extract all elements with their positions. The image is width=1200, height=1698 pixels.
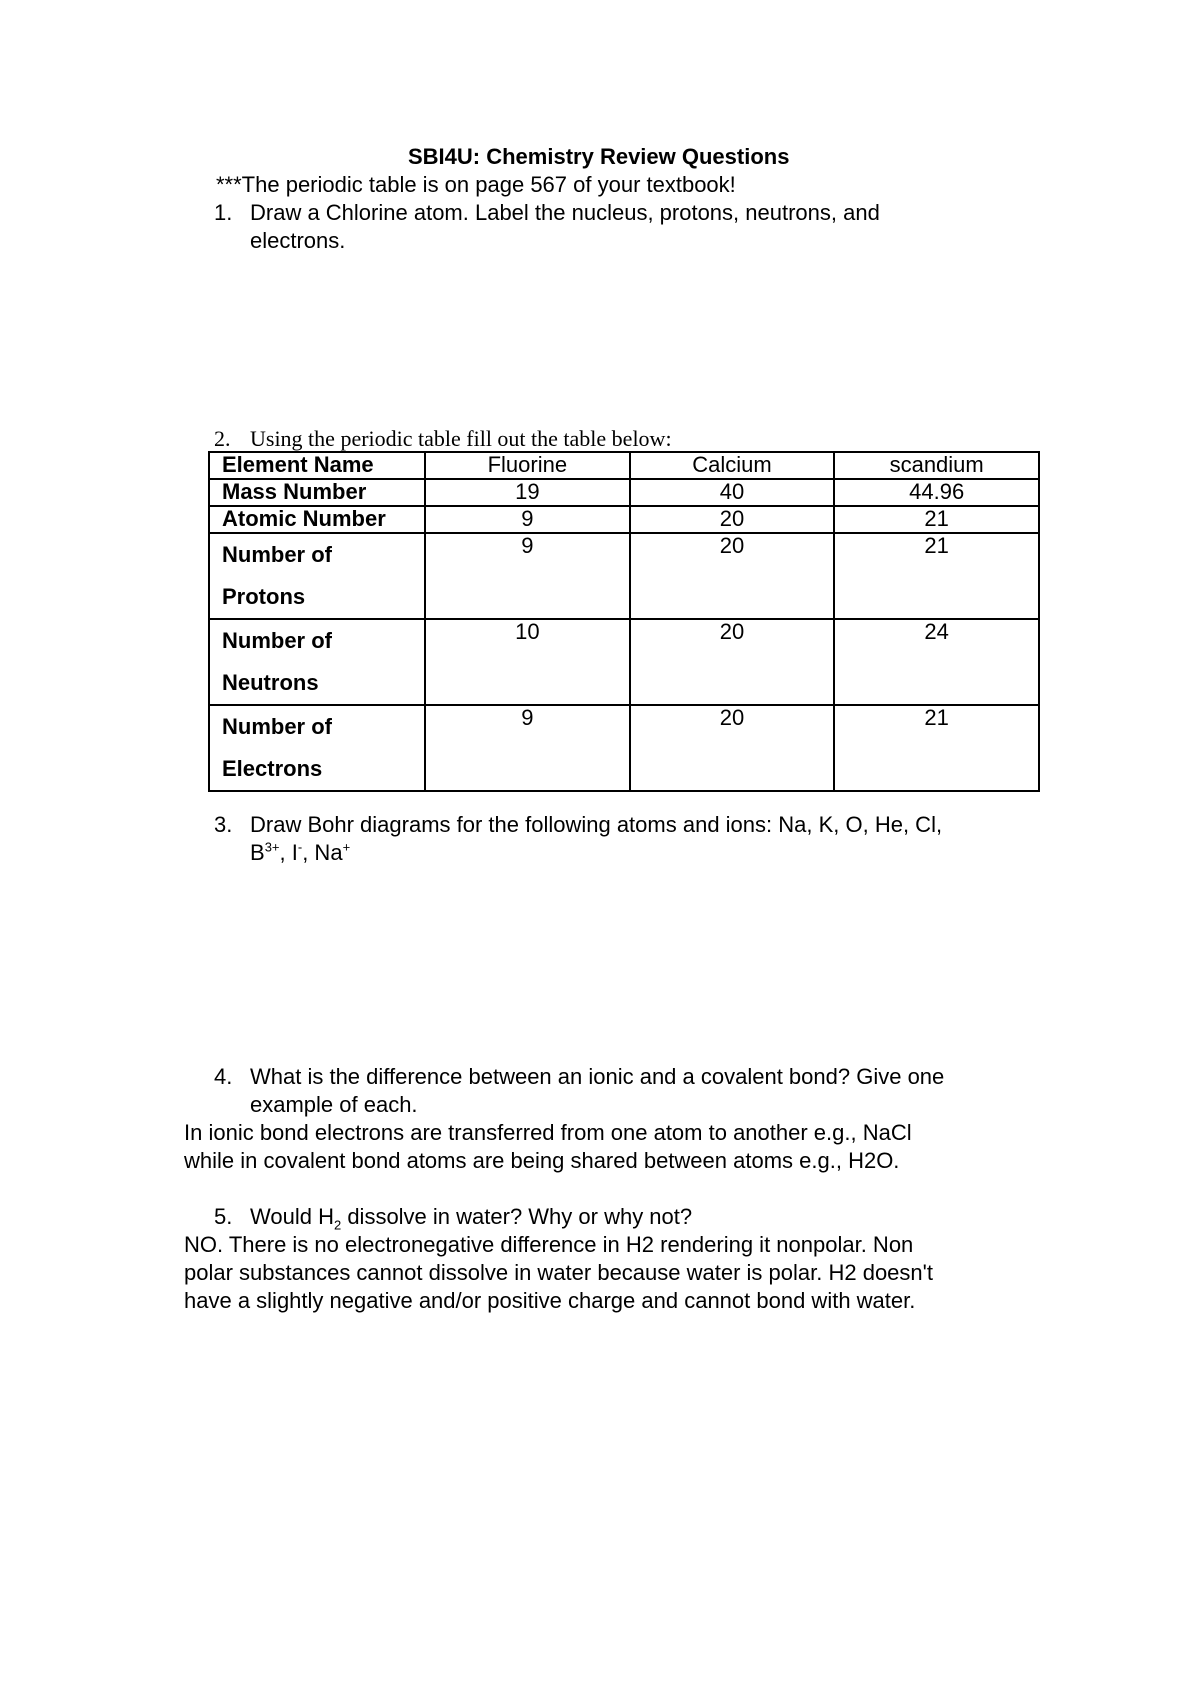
question-1-line-2: electrons. [250,228,346,253]
table-cell: 44.96 [834,479,1039,506]
question-5-answer-line-2: polar substances cannot dissolve in water because water is polar. H2 doesn't [184,1260,933,1285]
question-5-pre: Would H [250,1204,334,1229]
ion-separator: , I [279,840,298,865]
question-2-text: Using the periodic table fill out the table below: [250,426,672,451]
table-cell: 9 [425,533,630,619]
question-5-answer-line-3: have a slightly negative and/or positive charge and cannot bond with water. [184,1288,916,1313]
row-label [209,533,425,619]
table-header-cell: scandium [834,452,1039,479]
question-4-answer-line-2: while in covalent bond atoms are being shared between atoms e.g., H2O. [184,1148,900,1173]
table-cell: 19 [425,479,630,506]
ion-na-charge: + [342,839,351,855]
element-table [208,451,1040,792]
table-row [209,506,1039,533]
ion-separator: , Na [302,840,343,865]
question-5-post: dissolve in water? Why or why not? [341,1204,693,1229]
table-cell: 21 [834,705,1039,791]
question-4-line-2: example of each. [250,1092,418,1117]
question-1-line-1: Draw a Chlorine atom. Label the nucleus, protons, neutrons, and [250,200,880,225]
page-title: SBI4U: Chemistry Review Questions [408,144,790,169]
table-cell: 10 [425,619,630,705]
question-5-answer-line-1: NO. There is no electronegative difference in H2 rendering it nonpolar. Non [184,1232,914,1257]
ion-b-charge: 3+ [264,839,280,855]
question-3-line-2 [250,840,350,866]
table-row [209,705,1039,791]
row-label [209,619,425,705]
table-cell: 21 [834,506,1039,533]
row-label-line-2: Protons [222,584,306,609]
question-5-number: 5. [214,1204,233,1229]
question-1-number: 1. [214,200,233,225]
table-cell: 24 [834,619,1039,705]
table-header-cell: Element Name [209,452,425,479]
ion-i-charge: - [297,839,303,855]
table-row [209,533,1039,619]
table-header-cell: Calcium [630,452,835,479]
table-header-row [209,452,1039,479]
question-4-line-1: What is the difference between an ionic and a covalent bond? Give one [250,1064,945,1089]
table-cell: 20 [630,705,835,791]
row-label: Mass Number [209,479,425,506]
table-cell: 9 [425,506,630,533]
periodic-table-note: ***The periodic table is on page 567 of your textbook! [216,172,736,197]
table-cell: 21 [834,533,1039,619]
question-4-answer-line-1: In ionic bond electrons are transferred from one atom to another e.g., NaCl [184,1120,912,1145]
table-cell: 20 [630,533,835,619]
table-cell: 9 [425,705,630,791]
table-row [209,619,1039,705]
table-cell: 40 [630,479,835,506]
row-label-line-2: Electrons [222,756,323,781]
row-label-line-1: Number of [222,714,332,739]
question-2-number: 2. [214,426,231,451]
question-5-text [250,1204,693,1233]
table-cell: 20 [630,619,835,705]
ion-b: B [250,840,265,865]
question-3-number: 3. [214,812,233,837]
row-label-line-1: Number of [222,628,332,653]
row-label-line-1: Number of [222,542,332,567]
table-cell: 20 [630,506,835,533]
table-row [209,479,1039,506]
row-label-line-2: Neutrons [222,670,319,695]
question-3-line-1: Draw Bohr diagrams for the following atoms and ions: Na, K, O, He, Cl, [250,812,943,837]
row-label: Atomic Number [209,506,425,533]
row-label [209,705,425,791]
question-5-subscript: 2 [333,1217,342,1233]
table-header-cell: Fluorine [425,452,630,479]
question-4-number: 4. [214,1064,233,1089]
